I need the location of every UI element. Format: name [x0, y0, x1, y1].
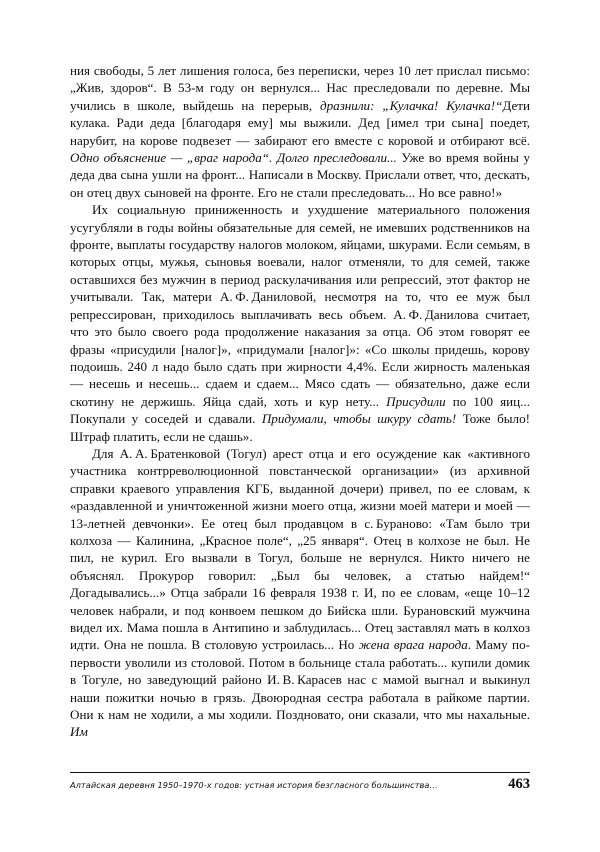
paragraph-social-status: Их социальную приниженность и ухудшение материального положения усугубляли в годы войны обязательные для семей, не имевших родственников на фронте, выплаты государству налогов молоком, яйцами, шкурами. Если семьям, в которых отцы, мужья, сыновья воевали, налог отменяли, то для семей, также оставшихся без мужчин в период раскулачивания или репрессий, этот фактор не учитывали. Так, матери А. Ф. Даниловой, несмотря на то, что ее муж был репрессирован, приходилось выплачивать весь объем. А. Ф. Данилова считает, что это было своего рода продолжение наказания за отца. Об этом говорят ее фразы «присудили [налог]», «придумали [налог]»: «Со школы придешь, корову подоишь. 240 л надо было сдать при жирности 4,4%. Если жирность маленькая — несешь и несешь... сдаем и сдаем... Мясо сдать — обязательно, даже если скотину не держишь. Яйца сдай, хоть и кур нету... Присудили по 100 яиц... Покупали у соседей и сдавали. Придумали, чтобы шкуру сдать! Тоже было! Штраф платить, если не сдашь».: [70, 202, 530, 444]
italic-phrase: Одно объяснение — „враг народа“. Долго преследовали...: [70, 150, 397, 166]
italic-phrase: дразнили: „Кулачка! Кулачка!“: [319, 97, 503, 113]
page-footer: [70, 772, 530, 793]
paragraph-bratenkova: Для А. А. Братенковой (Тогул) арест отца и его осуждение как «активного участника контрреволюционной повстанческой организации» (из архивной справки краевого управления КГБ, выданной дочери) привел, по ее словам, к «раздавленной и уничтоженной жизни моего отца, жизни моей матери и моей — 13-летней девчонки». Ее отец был продавцом в с. Бураново: «Там было три колхоза — Калинина, „Красное поле“, „25 января“. Отец в колхозе не был. Не пил, не курил. Его вызвали в Тогул, больше не вернулся. Никто ничего не объяснял. Прокурор говорил: „Был бы человек, а статью найдем!“ Догадывались...» Отца забрали 16 февраля 1938 г. И, по ее словам, «еще 10–12 человек набрали, и под конвоем пешком до Бийска шли. Бурановский мужчина видел их. Мама пошла в Антипино и заблудилась... Отец заставлял мать в колхоз идти. Она не пошла. В столовую устроилась... Но жена врага народа. Маму по-первости уволили из столовой. Потом в больнице стала работать... купили домик в Тогуле, но заведующий районо И. В. Карасев нас с мамой выгнал и выкинул наши пожитки ночью в грязь. Двоюродная сестра работала в райкоме партии. Они к нам не ходили, а мы ходили. Поздновато, они сказали, что мы нахальные. Им: [70, 445, 530, 740]
italic-phrase: Присудили: [386, 393, 446, 409]
italic-phrase: Им: [70, 724, 88, 740]
italic-phrase: Придумали, чтобы шкуру сдать!: [261, 411, 457, 427]
body-text-column: [70, 62, 530, 741]
italic-phrase: жена врага народа: [358, 637, 468, 653]
paragraph-continued: ния свободы, 5 лет лишения голоса, без переписки, через 10 лет прислал письмо: „Жив, здоров“. В 53-м году он вернулся... Нас преследовали по деревне. Мы учились в школе, выйдешь на перерыв, дразнили: „Кулачка! Кулачка!“Дети кулака. Ради деда [благодаря ему] мы выжили. Дед [имел три сына] поедет, нарубит, на корове подвезет — забирают его вместе с коровой и отбирают всё. Одно объяснение — „враг народа“. Долго преследовали... Уже во время войны у деда два сына ушли на фронт... Написали в Москву. Прислали ответ, что, дескать, он отец двух сыновей на фронте. Его не стали преследовать... Но все равно!»: [70, 63, 530, 200]
running-footer-title: Алтайская деревня 1950–1970-х годов: устная история безгласного большинства…: [70, 780, 438, 790]
page-number: 463: [508, 776, 530, 792]
